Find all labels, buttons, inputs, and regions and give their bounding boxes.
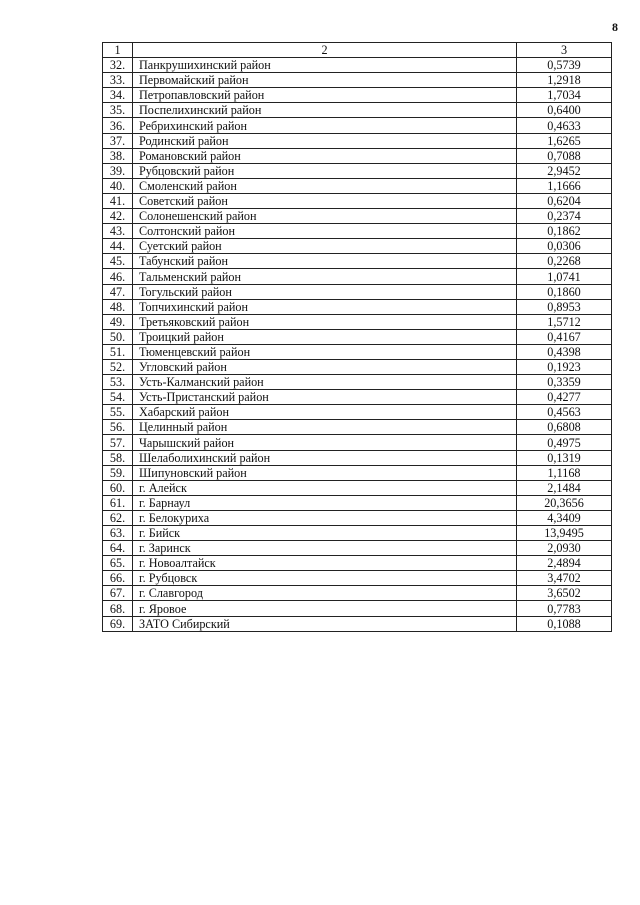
table-row <box>103 163 612 178</box>
table-row <box>103 465 612 480</box>
territory-name-cell: г. Белокуриха <box>133 510 517 525</box>
table-row <box>103 510 612 525</box>
territory-name-cell: Панкрушихинский район <box>133 58 517 73</box>
coefficient-value-cell: 1,5712 <box>517 314 612 329</box>
table-row <box>103 405 612 420</box>
table-row <box>103 224 612 239</box>
coefficient-value-cell: 2,9452 <box>517 163 612 178</box>
coefficient-value-cell: 1,0741 <box>517 269 612 284</box>
coefficient-value-cell: 4,3409 <box>517 510 612 525</box>
territory-name-cell: Тальменский район <box>133 269 517 284</box>
table-row <box>103 103 612 118</box>
territory-name-cell: г. Славгород <box>133 586 517 601</box>
row-number-cell: 33. <box>103 73 133 88</box>
row-number-cell: 46. <box>103 269 133 284</box>
page-number: 8 <box>612 20 618 34</box>
coefficients-table <box>102 42 612 632</box>
coefficient-value-cell: 0,6204 <box>517 193 612 208</box>
row-number-cell: 58. <box>103 450 133 465</box>
coefficient-value-cell: 2,4894 <box>517 556 612 571</box>
territory-name-cell: Шелаболихинский район <box>133 450 517 465</box>
table-row <box>103 58 612 73</box>
row-number-cell: 44. <box>103 239 133 254</box>
row-number-cell: 41. <box>103 193 133 208</box>
table-row <box>103 495 612 510</box>
coefficient-value-cell: 0,7783 <box>517 601 612 616</box>
table-row <box>103 73 612 88</box>
row-number-cell: 54. <box>103 390 133 405</box>
territory-name-cell: Табунский район <box>133 254 517 269</box>
territory-name-cell: Первомайский район <box>133 73 517 88</box>
row-number-cell: 37. <box>103 133 133 148</box>
row-number-cell: 62. <box>103 510 133 525</box>
table-row <box>103 556 612 571</box>
table-header-row <box>103 43 612 58</box>
row-number-cell: 34. <box>103 88 133 103</box>
table-row <box>103 133 612 148</box>
territory-name-cell: г. Барнаул <box>133 495 517 510</box>
coefficient-value-cell: 0,1088 <box>517 616 612 631</box>
table-row <box>103 254 612 269</box>
row-number-cell: 57. <box>103 435 133 450</box>
table-row <box>103 148 612 163</box>
coefficient-value-cell: 1,2918 <box>517 73 612 88</box>
territory-name-cell: Тюменцевский район <box>133 344 517 359</box>
row-number-cell: 65. <box>103 556 133 571</box>
table-row <box>103 178 612 193</box>
row-number-cell: 49. <box>103 314 133 329</box>
territory-name-cell: Усть-Пристанский район <box>133 390 517 405</box>
coefficient-value-cell: 0,3359 <box>517 375 612 390</box>
row-number-cell: 50. <box>103 329 133 344</box>
territory-name-cell: Чарышский район <box>133 435 517 450</box>
territory-name-cell: Романовский район <box>133 148 517 163</box>
territory-name-cell: Третьяковский район <box>133 314 517 329</box>
coefficient-value-cell: 2,1484 <box>517 480 612 495</box>
territory-name-cell: г. Бийск <box>133 526 517 541</box>
row-number-cell: 67. <box>103 586 133 601</box>
coefficient-value-cell: 3,4702 <box>517 571 612 586</box>
coefficient-value-cell: 0,4975 <box>517 435 612 450</box>
territory-name-cell: Угловский район <box>133 359 517 374</box>
territory-name-cell: Солонешенский район <box>133 209 517 224</box>
coefficient-value-cell: 13,9495 <box>517 526 612 541</box>
table-row <box>103 601 612 616</box>
table-row <box>103 329 612 344</box>
territory-name-cell: Хабарский район <box>133 405 517 420</box>
coefficient-value-cell: 0,1923 <box>517 359 612 374</box>
territory-name-cell: Советский район <box>133 193 517 208</box>
territory-name-cell: Солтонский район <box>133 224 517 239</box>
coefficient-value-cell: 0,7088 <box>517 148 612 163</box>
row-number-cell: 39. <box>103 163 133 178</box>
row-number-cell: 48. <box>103 299 133 314</box>
table-row <box>103 541 612 556</box>
table-row <box>103 118 612 133</box>
table-row <box>103 299 612 314</box>
row-number-cell: 36. <box>103 118 133 133</box>
table-row <box>103 450 612 465</box>
row-number-cell: 53. <box>103 375 133 390</box>
territory-name-cell: Петропавловский район <box>133 88 517 103</box>
coefficient-value-cell: 2,0930 <box>517 541 612 556</box>
row-number-cell: 40. <box>103 178 133 193</box>
table-row <box>103 526 612 541</box>
table-row <box>103 344 612 359</box>
territory-name-cell: Усть-Калманский район <box>133 375 517 390</box>
row-number-cell: 64. <box>103 541 133 556</box>
table-row <box>103 193 612 208</box>
table-row <box>103 88 612 103</box>
territory-name-cell: г. Заринск <box>133 541 517 556</box>
coefficient-value-cell: 1,1168 <box>517 465 612 480</box>
territory-name-cell: г. Рубцовск <box>133 571 517 586</box>
row-number-cell: 66. <box>103 571 133 586</box>
coefficient-value-cell: 0,4633 <box>517 118 612 133</box>
coefficient-value-cell: 0,2268 <box>517 254 612 269</box>
coefficient-value-cell: 20,3656 <box>517 495 612 510</box>
row-number-cell: 55. <box>103 405 133 420</box>
table-row <box>103 480 612 495</box>
table-row <box>103 359 612 374</box>
coefficient-value-cell: 0,8953 <box>517 299 612 314</box>
row-number-cell: 52. <box>103 359 133 374</box>
table-row <box>103 586 612 601</box>
territory-name-cell: Шипуновский район <box>133 465 517 480</box>
table-row <box>103 269 612 284</box>
coefficient-value-cell: 0,2374 <box>517 209 612 224</box>
table-row <box>103 616 612 631</box>
row-number-cell: 69. <box>103 616 133 631</box>
column-header-2: 2 <box>133 43 517 58</box>
column-header-3: 3 <box>517 43 612 58</box>
coefficient-value-cell: 0,5739 <box>517 58 612 73</box>
row-number-cell: 32. <box>103 58 133 73</box>
table-row <box>103 375 612 390</box>
territory-name-cell: Тогульский район <box>133 284 517 299</box>
row-number-cell: 63. <box>103 526 133 541</box>
coefficient-value-cell: 1,1666 <box>517 178 612 193</box>
table-row <box>103 209 612 224</box>
table-row <box>103 390 612 405</box>
coefficient-value-cell: 0,4398 <box>517 344 612 359</box>
row-number-cell: 51. <box>103 344 133 359</box>
table-row <box>103 284 612 299</box>
territory-name-cell: Троицкий район <box>133 329 517 344</box>
table-row <box>103 420 612 435</box>
row-number-cell: 61. <box>103 495 133 510</box>
table-row <box>103 239 612 254</box>
coefficient-value-cell: 0,0306 <box>517 239 612 254</box>
row-number-cell: 68. <box>103 601 133 616</box>
coefficient-value-cell: 1,6265 <box>517 133 612 148</box>
territory-name-cell: г. Новоалтайск <box>133 556 517 571</box>
row-number-cell: 38. <box>103 148 133 163</box>
row-number-cell: 43. <box>103 224 133 239</box>
row-number-cell: 59. <box>103 465 133 480</box>
territory-name-cell: Ребрихинский район <box>133 118 517 133</box>
coefficient-value-cell: 0,1860 <box>517 284 612 299</box>
table-body <box>103 58 612 632</box>
table-row <box>103 571 612 586</box>
coefficient-value-cell: 0,4167 <box>517 329 612 344</box>
coefficient-value-cell: 1,7034 <box>517 88 612 103</box>
territory-name-cell: г. Яровое <box>133 601 517 616</box>
row-number-cell: 47. <box>103 284 133 299</box>
territory-name-cell: Целинный район <box>133 420 517 435</box>
table-row <box>103 435 612 450</box>
territory-name-cell: Рубцовский район <box>133 163 517 178</box>
row-number-cell: 45. <box>103 254 133 269</box>
territory-name-cell: Топчихинский район <box>133 299 517 314</box>
territory-name-cell: Поспелихинский район <box>133 103 517 118</box>
coefficient-value-cell: 3,6502 <box>517 586 612 601</box>
territory-name-cell: Родинский район <box>133 133 517 148</box>
row-number-cell: 35. <box>103 103 133 118</box>
column-header-1: 1 <box>103 43 133 58</box>
table-row <box>103 314 612 329</box>
row-number-cell: 60. <box>103 480 133 495</box>
territory-name-cell: Смоленский район <box>133 178 517 193</box>
row-number-cell: 42. <box>103 209 133 224</box>
coefficient-value-cell: 0,4563 <box>517 405 612 420</box>
coefficient-value-cell: 0,4277 <box>517 390 612 405</box>
coefficient-value-cell: 0,1862 <box>517 224 612 239</box>
territory-name-cell: Суетский район <box>133 239 517 254</box>
row-number-cell: 56. <box>103 420 133 435</box>
territory-name-cell: г. Алейск <box>133 480 517 495</box>
coefficient-value-cell: 0,6808 <box>517 420 612 435</box>
coefficient-value-cell: 0,6400 <box>517 103 612 118</box>
coefficient-value-cell: 0,1319 <box>517 450 612 465</box>
territory-name-cell: ЗАТО Сибирский <box>133 616 517 631</box>
